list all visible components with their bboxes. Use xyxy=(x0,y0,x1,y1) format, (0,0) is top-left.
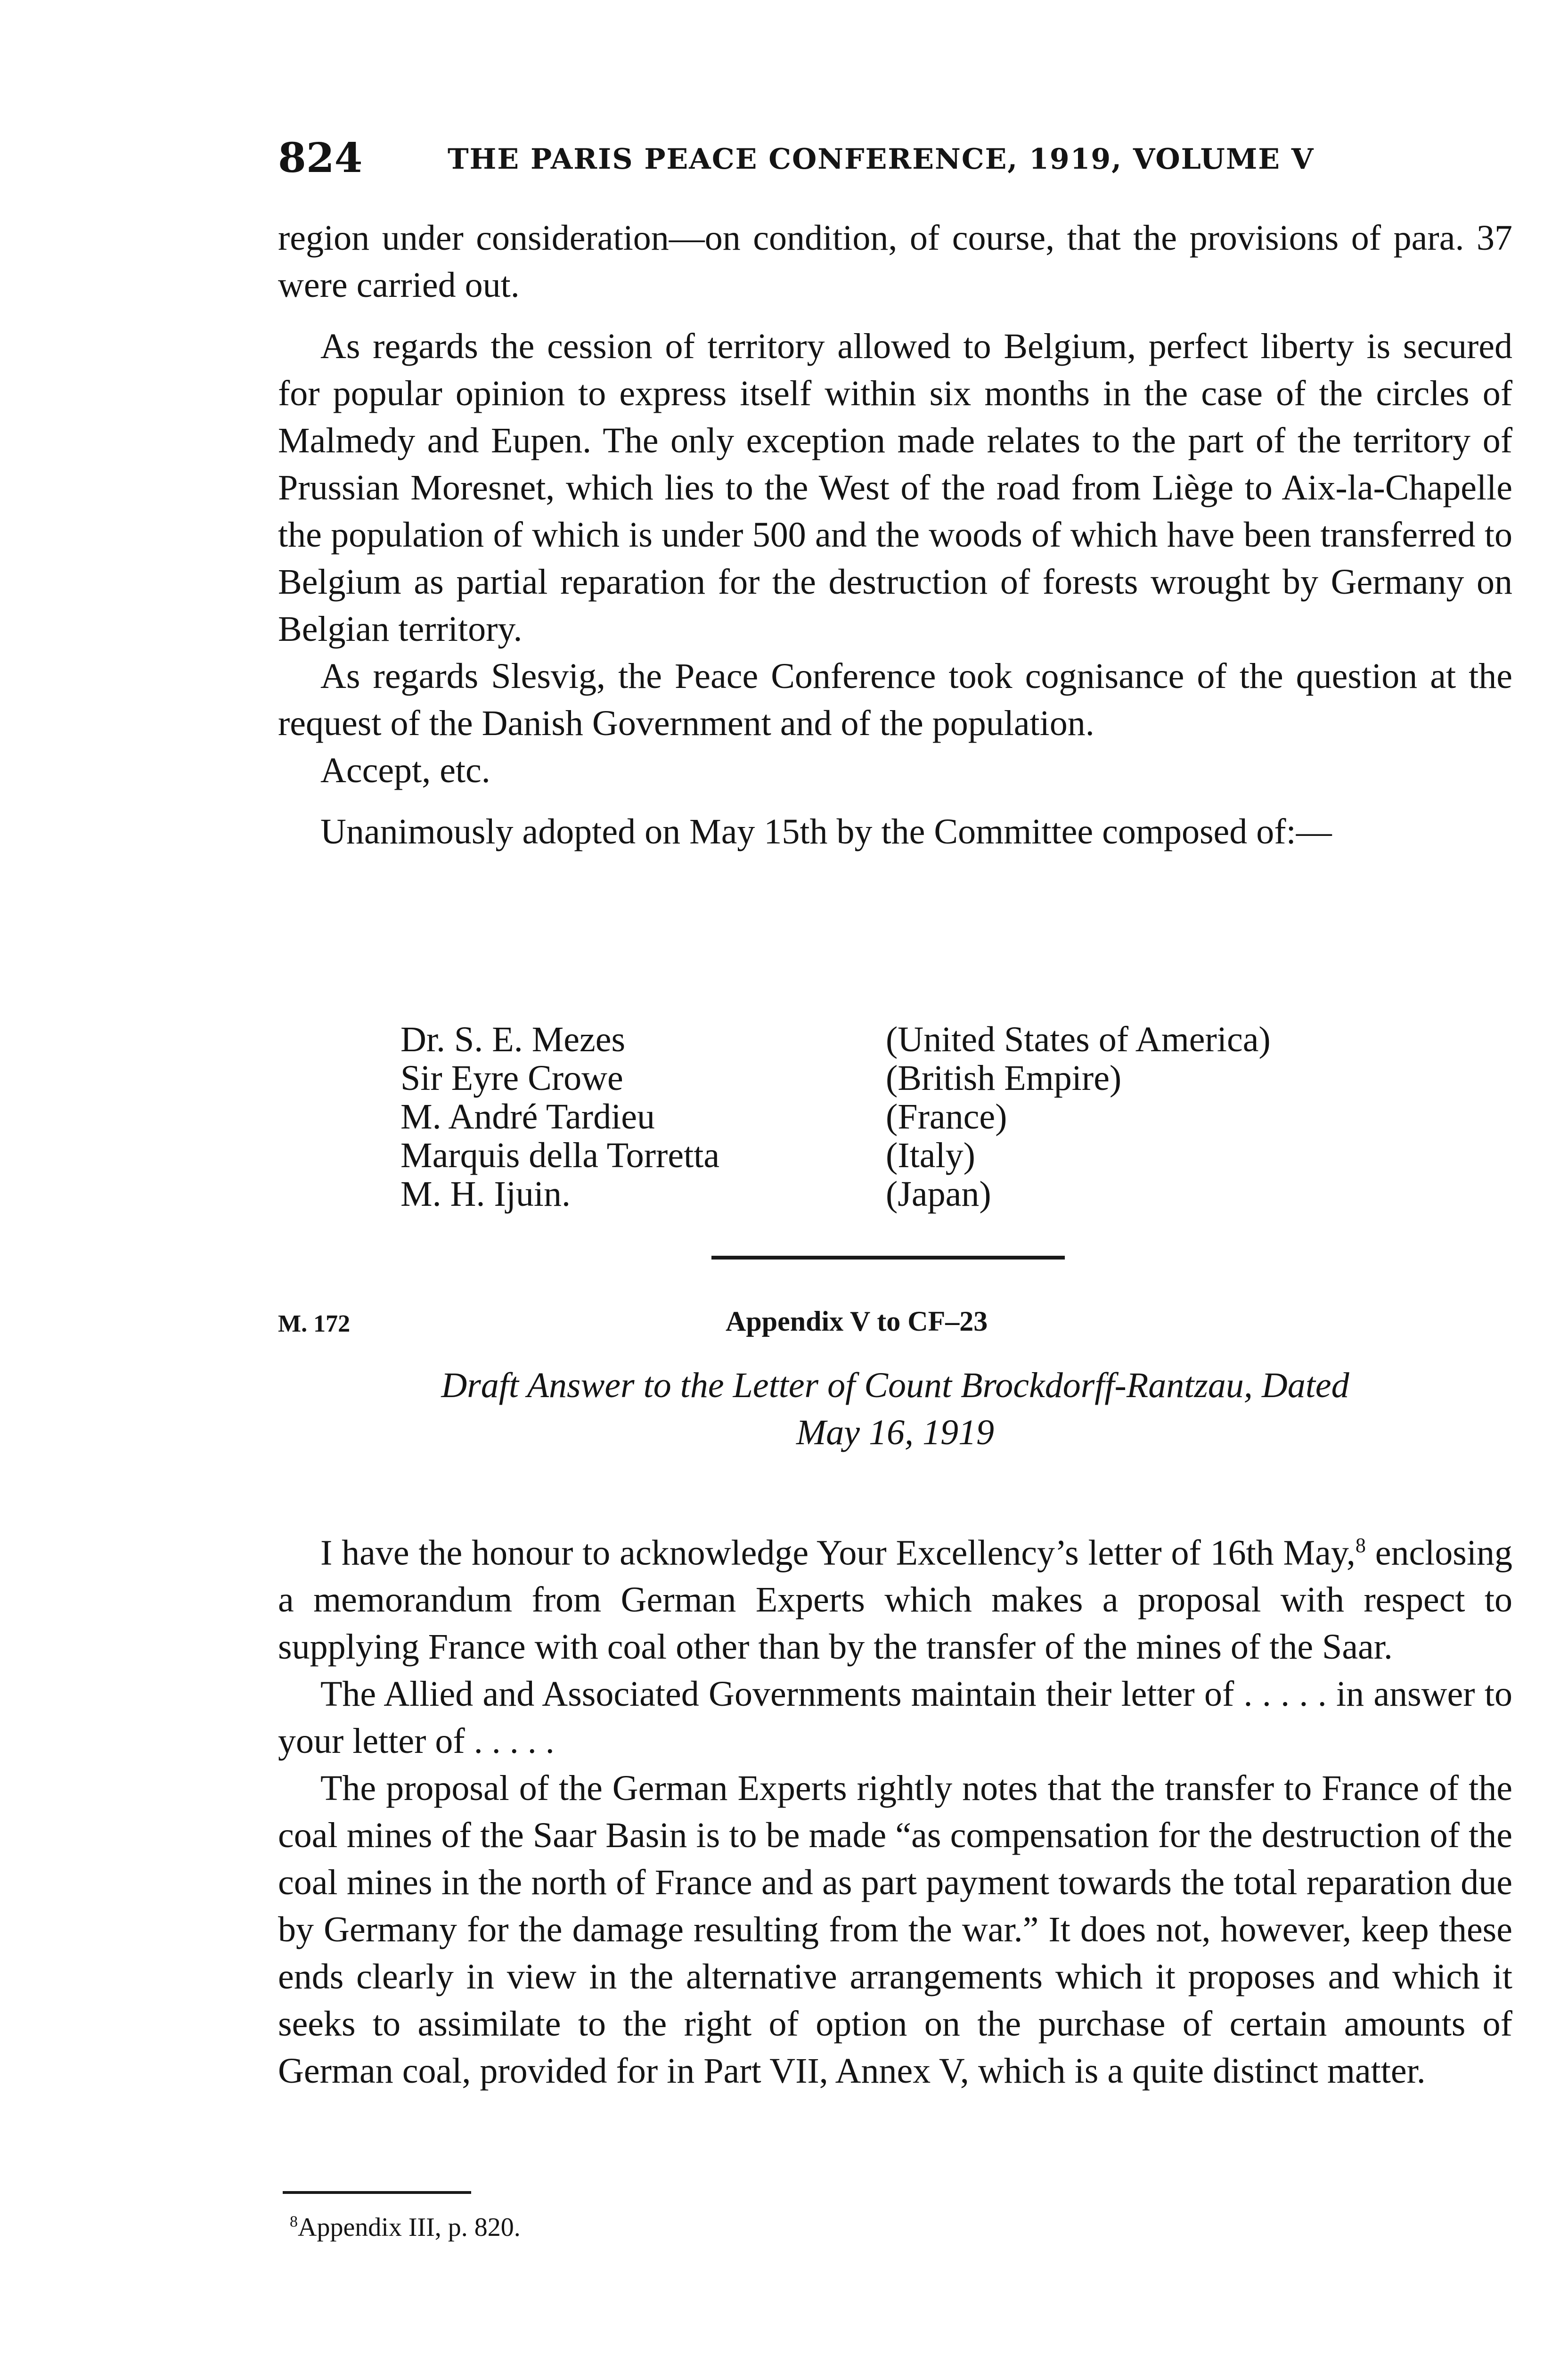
top-text-block xyxy=(278,214,1512,855)
footnote-text: Appendix III, p. 820. xyxy=(298,2213,521,2242)
member-country: (France) xyxy=(886,1097,1007,1137)
running-header xyxy=(278,134,1357,186)
member-name: Marquis della Torretta xyxy=(400,1136,720,1175)
paragraph-continuation: region under consideration—on condition, of course, that the provisions of para. 37 were carried out. xyxy=(278,218,1512,305)
footnote xyxy=(290,2212,521,2242)
member-name: Dr. S. E. Mezes xyxy=(400,1020,626,1059)
subtitle-line: May 16, 1919 xyxy=(796,1413,995,1452)
committee-list xyxy=(400,1020,1366,1213)
appendix-subtitle xyxy=(278,1362,1512,1456)
paragraph-slesvig: As regards Slesvig, the Peace Conference took cognisance of the question at the request of the Danish Government and of the population. xyxy=(278,656,1512,743)
paragraph-maintain: The Allied and Associated Governments maintain their letter of . . . . . in answer to your letter of . . . . . xyxy=(278,1674,1512,1761)
member-country: (United States of America) xyxy=(886,1020,1271,1059)
appendix-label: M. 172 xyxy=(278,1310,351,1337)
subtitle-line: Draft Answer to the Letter of Count Brockdorff-Rantzau, Dated xyxy=(441,1366,1349,1405)
paragraph-text: enclosing a memorandum from German Experts which makes a proposal with respect to supplying France with coal other than by the transfer of the mines of the Saar. xyxy=(278,1533,1512,1667)
committee-row xyxy=(400,1097,1366,1136)
member-name: M. André Tardieu xyxy=(400,1097,655,1137)
member-country: (Japan) xyxy=(886,1174,991,1214)
paragraph-belgium: As regards the cession of territory allowed to Belgium, perfect liberty is secured for popular opinion to express itself within six months in the case of the circles of Malmedy and Eupen. The only exception made relates to the part of the territory of Prussian Moresnet, which lies to the West of the road from Liège to Aix-la-Chapelle the population of which is under 500 and the woods of which have been transferred to Belgium as partial reparation for the destruction of forests wrought by Germany on Belgian territory. xyxy=(278,327,1512,649)
section-divider xyxy=(711,1256,1065,1260)
member-name: Sir Eyre Crowe xyxy=(400,1058,623,1098)
paragraph-proposal: The proposal of the German Experts rightly notes that the transfer to France of the coal mines of the Saar Basin is to be made “as compensation for the destruction of the coal mines in the north of France and as part payment towards the total reparation due by Germany for the damage resulting from the war.” It does not, however, keep these ends clearly in view in the alternative arrangements which it proposes and which it seeks to assimilate to the right of option on the purchase of certain amounts of German coal, provided for in Part VII, Annex V, which is a quite distinct matter. xyxy=(278,1768,1512,2091)
committee-row xyxy=(400,1136,1366,1175)
paragraph-acknowledgement xyxy=(278,1522,1512,1670)
committee-row xyxy=(400,1175,1366,1213)
appendix-title: Appendix V to CF–23 xyxy=(726,1306,988,1337)
committee-row xyxy=(400,1059,1366,1097)
footnote-reference: 8 xyxy=(1355,1534,1366,1557)
member-country: (British Empire) xyxy=(886,1058,1122,1098)
footnote-divider xyxy=(283,2191,471,2194)
page-number: 824 xyxy=(278,134,363,182)
member-name: M. H. Ijuin. xyxy=(400,1174,571,1214)
letter-text-block xyxy=(278,1522,1512,2094)
paragraph-adoption: Unanimously adopted on May 15th by the Committee composed of:— xyxy=(320,812,1332,851)
committee-row xyxy=(400,1020,1366,1059)
running-title: THE PARIS PEACE CONFERENCE, 1919, VOLUME V xyxy=(448,143,1315,176)
paragraph-closing: Accept, etc. xyxy=(320,751,490,790)
footnote-marker: 8 xyxy=(290,2213,298,2231)
member-country: (Italy) xyxy=(886,1136,975,1175)
paragraph-text: I have the honour to acknowledge Your Excellency’s letter of 16th May, xyxy=(320,1533,1356,1573)
